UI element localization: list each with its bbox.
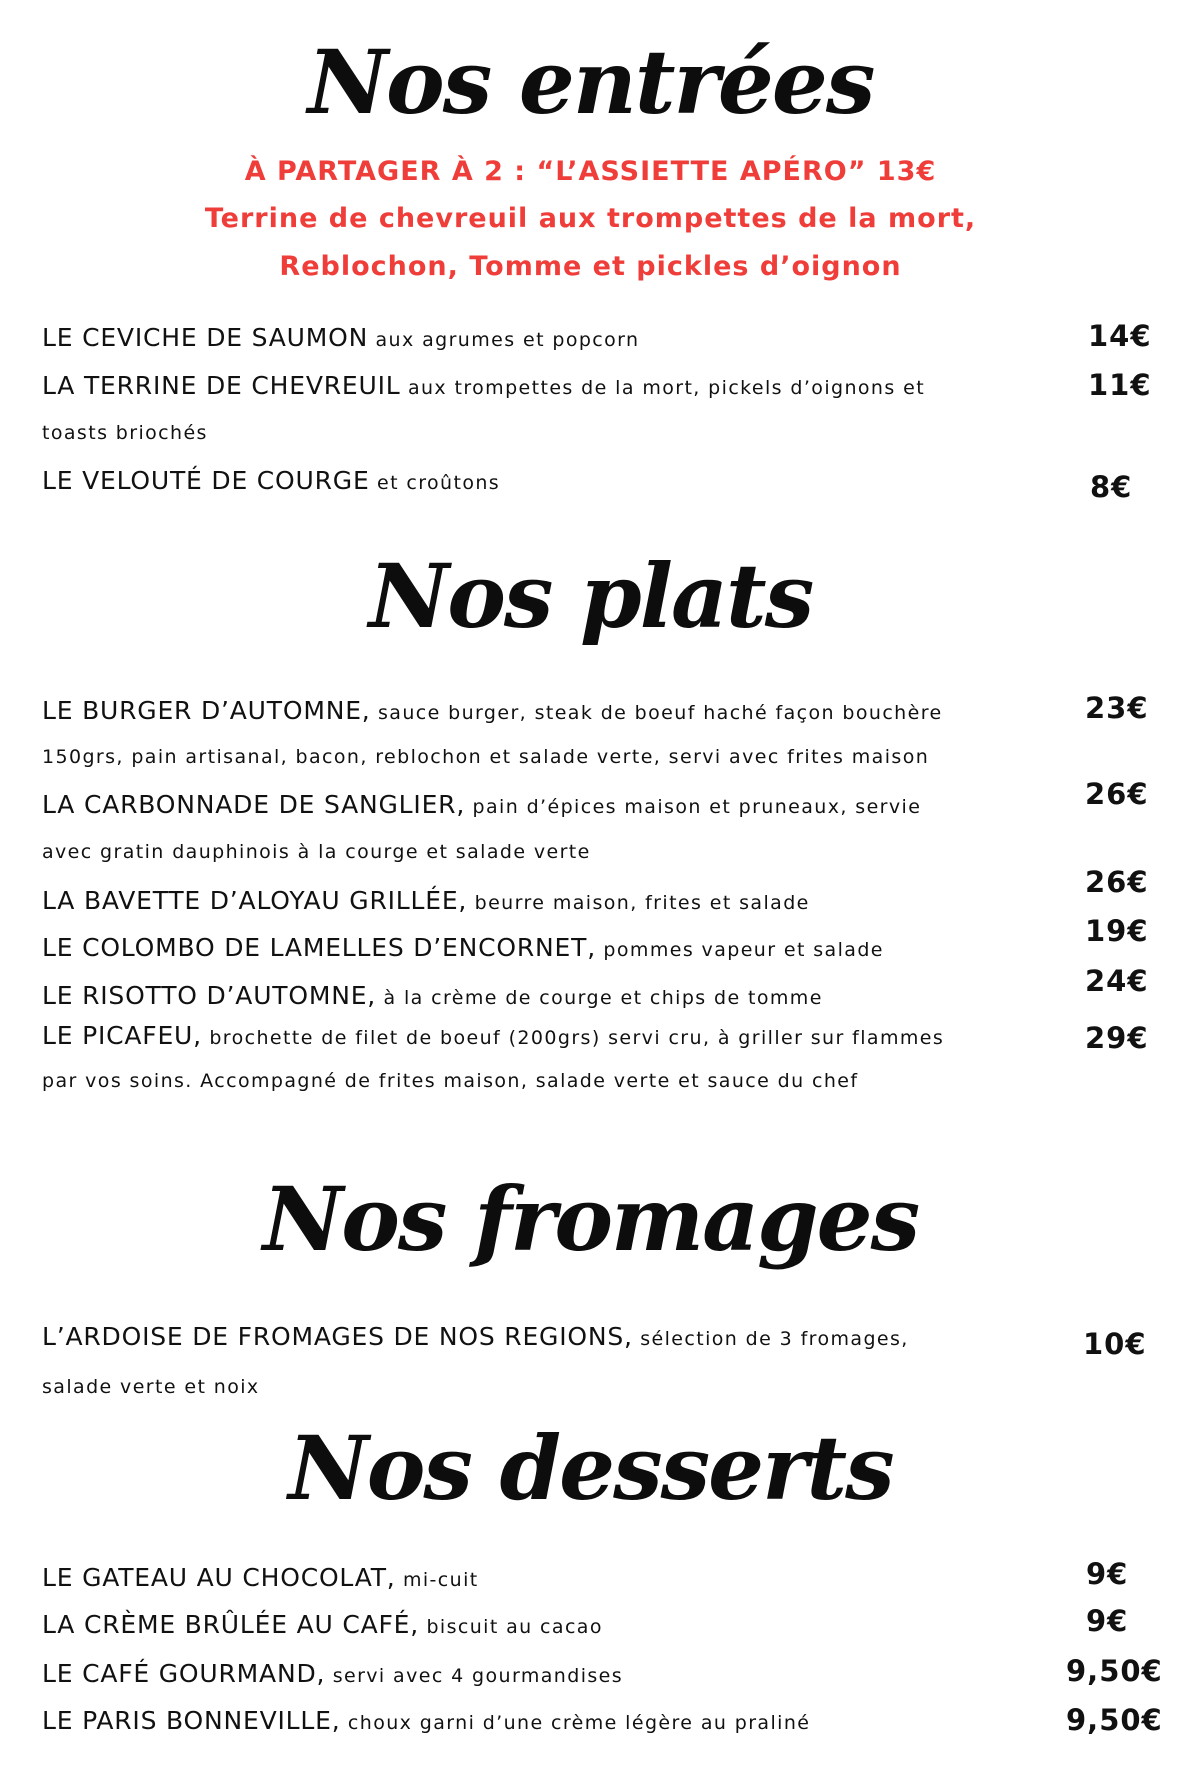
item-desc: et croûtons bbox=[369, 472, 501, 494]
item-name: LE PICAFEU, bbox=[42, 1021, 202, 1050]
menu-item bbox=[42, 1708, 1032, 1733]
item-name: LE CAFÉ GOURMAND, bbox=[42, 1659, 326, 1688]
menu-item bbox=[42, 1661, 1032, 1686]
item-name: LE PARIS BONNEVILLE, bbox=[42, 1706, 341, 1735]
item-desc: servi avec 4 gourmandises bbox=[325, 1665, 624, 1687]
item-desc: brochette de filet de boeuf (200grs) servi cru, à griller sur flammes bbox=[201, 1027, 945, 1049]
plats-title: Nos plats bbox=[368, 544, 813, 648]
item-price: 10€ bbox=[1083, 1327, 1147, 1361]
shared-plate-heading: À PARTAGER À 2 : “L’ASSIETTE APÉRO” 13€ bbox=[244, 156, 937, 187]
item-desc: aux trompettes de la mort, pickels d’oignons et bbox=[400, 377, 926, 399]
item-name: LA CRÈME BRÛLÉE AU CAFÉ, bbox=[42, 1610, 419, 1639]
menu-item bbox=[42, 1565, 1032, 1590]
menu-item bbox=[42, 325, 1032, 350]
item-desc: pain d’épices maison et pruneaux, servie bbox=[465, 796, 922, 818]
item-desc: sélection de 3 fromages, bbox=[632, 1328, 909, 1350]
item-name: LA TERRINE DE CHEVREUIL bbox=[42, 371, 401, 400]
item-desc: pommes vapeur et salade bbox=[595, 939, 884, 961]
item-desc-continued: par vos soins. Accompagné de frites maison, salade verte et sauce du chef bbox=[42, 1070, 859, 1092]
entrees-title: Nos entrées bbox=[307, 30, 874, 134]
shared-plate-desc-line-2: Reblochon, Tomme et pickles d’oignon bbox=[279, 251, 902, 282]
item-desc-continued: salade verte et noix bbox=[42, 1376, 260, 1398]
item-desc: aux agrumes et popcorn bbox=[368, 329, 640, 351]
item-desc: biscuit au cacao bbox=[419, 1616, 603, 1638]
item-desc: à la crème de courge et chips de tomme bbox=[376, 987, 823, 1009]
fromages-title: Nos fromages bbox=[262, 1167, 919, 1271]
shared-plate-desc-line-1: Terrine de chevreuil aux trompettes de la mort, bbox=[204, 203, 977, 234]
item-price: 26€ bbox=[1085, 865, 1149, 899]
item-desc: choux garni d’une crème légère au praliné bbox=[340, 1712, 811, 1734]
menu-item bbox=[42, 373, 1032, 398]
item-desc: sauce burger, steak de boeuf haché façon bouchère bbox=[370, 702, 943, 724]
item-price: 9,50€ bbox=[1066, 1703, 1163, 1737]
item-price: 9€ bbox=[1086, 1604, 1129, 1638]
menu-item bbox=[42, 1612, 1032, 1637]
item-desc-continued: 150grs, pain artisanal, bacon, reblochon et salade verte, servi avec frites maison bbox=[42, 746, 930, 768]
item-price: 23€ bbox=[1085, 691, 1149, 725]
item-price: 29€ bbox=[1085, 1021, 1149, 1055]
item-desc-continued: avec gratin dauphinois à la courge et salade verte bbox=[42, 841, 591, 863]
item-name: LA CARBONNADE DE SANGLIER, bbox=[42, 790, 466, 819]
menu-item bbox=[42, 888, 1032, 913]
item-name: LE COLOMBO DE LAMELLES D’ENCORNET, bbox=[42, 933, 596, 962]
menu-item bbox=[42, 468, 1032, 493]
item-desc-continued: toasts briochés bbox=[42, 422, 208, 444]
item-price: 26€ bbox=[1085, 777, 1149, 811]
desserts-title: Nos desserts bbox=[288, 1416, 893, 1520]
item-price: 24€ bbox=[1085, 964, 1149, 998]
item-price: 8€ bbox=[1090, 470, 1133, 504]
item-name: LE GATEAU AU CHOCOLAT, bbox=[42, 1563, 396, 1592]
item-name: LA BAVETTE D’ALOYAU GRILLÉE, bbox=[42, 886, 468, 915]
item-price: 9€ bbox=[1086, 1557, 1129, 1591]
item-name: LE VELOUTÉ DE COURGE bbox=[42, 466, 370, 495]
item-price: 19€ bbox=[1085, 914, 1149, 948]
item-name: LE RISOTTO D’AUTOMNE, bbox=[42, 981, 377, 1010]
menu-item bbox=[42, 935, 1032, 960]
menu-item bbox=[42, 1023, 1032, 1048]
item-name: L’ARDOISE DE FROMAGES DE NOS REGIONS, bbox=[42, 1322, 633, 1351]
item-price: 11€ bbox=[1088, 368, 1152, 402]
item-desc: beurre maison, frites et salade bbox=[467, 892, 810, 914]
item-price: 9,50€ bbox=[1066, 1654, 1163, 1688]
menu-item bbox=[42, 983, 1032, 1008]
item-desc: mi-cuit bbox=[395, 1569, 479, 1591]
item-name: LE BURGER D’AUTOMNE, bbox=[42, 696, 371, 725]
menu-item bbox=[42, 698, 1032, 723]
item-price: 14€ bbox=[1088, 319, 1152, 353]
menu-item bbox=[42, 1324, 1032, 1349]
menu-item bbox=[42, 792, 1032, 817]
item-name: LE CEVICHE DE SAUMON bbox=[42, 323, 369, 352]
